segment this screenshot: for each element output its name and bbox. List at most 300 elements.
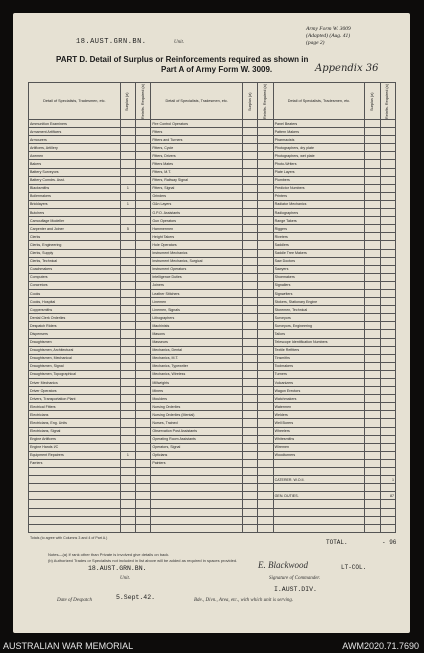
surplus-value	[243, 257, 258, 265]
required-value	[258, 233, 273, 241]
specialist-name: Mechanics, M.T.	[151, 354, 243, 362]
required-value	[136, 443, 151, 451]
specialist-name: Axemen	[29, 152, 121, 160]
required-value	[136, 411, 151, 419]
required-value	[258, 176, 273, 184]
required-value	[136, 322, 151, 330]
specialist-name: Range Takers	[273, 217, 365, 225]
surplus-value	[120, 403, 135, 411]
surplus-value	[243, 192, 258, 200]
specialist-name: Hole Operators	[151, 241, 243, 249]
specialist-name: Draughtsmen, Mechanical	[29, 354, 121, 362]
surplus-value	[365, 387, 380, 395]
required-value	[136, 387, 151, 395]
total-value: - 96	[382, 539, 397, 546]
form-reference	[306, 26, 351, 47]
specialist-name: Radiator Mechanics	[273, 200, 365, 208]
required-value	[136, 346, 151, 354]
specialist-name: Operating Room Assistants	[151, 435, 243, 443]
surplus-value	[243, 379, 258, 387]
required-value	[258, 362, 273, 370]
specialist-name: Opticians	[151, 451, 243, 459]
blank-cell	[258, 468, 273, 476]
table-row	[29, 168, 396, 176]
blank-cell	[151, 524, 243, 532]
surplus-value	[243, 354, 258, 362]
blank-cell	[273, 524, 365, 532]
surplus-value	[365, 128, 380, 136]
blank-cell	[243, 516, 258, 524]
specialist-name: Lithographers	[151, 314, 243, 322]
table-row	[29, 136, 396, 144]
required-value	[258, 217, 273, 225]
blank-cell	[29, 524, 121, 532]
table-row	[29, 176, 396, 184]
surplus-value	[365, 395, 380, 403]
required-value	[136, 354, 151, 362]
surplus-value	[365, 217, 380, 225]
required-value	[258, 168, 273, 176]
surplus-value	[365, 289, 380, 297]
specialist-name: Engine Hands I/C	[29, 443, 121, 451]
required-value	[380, 411, 395, 419]
specialist-name: Millwrights	[151, 379, 243, 387]
specialist-name: Fitters, Cycle	[151, 144, 243, 152]
specialist-name: Drivers, Transportation Plant	[29, 395, 121, 403]
specialist-name: Fitters Mates	[151, 160, 243, 168]
surplus-value	[365, 411, 380, 419]
surplus-value	[365, 306, 380, 314]
surplus-value	[243, 249, 258, 257]
surplus-value	[243, 427, 258, 435]
surplus-value	[365, 233, 380, 241]
required-value	[136, 136, 151, 144]
notes	[48, 552, 237, 564]
surplus-value	[120, 144, 135, 152]
table-row	[29, 484, 396, 492]
required-value	[258, 338, 273, 346]
surplus-value	[243, 338, 258, 346]
required-value	[136, 379, 151, 387]
required-value	[380, 306, 395, 314]
surplus-value	[365, 379, 380, 387]
required-value	[136, 128, 151, 136]
specialist-name: Riggers	[273, 225, 365, 233]
specialist-name: Instrument Operators	[151, 265, 243, 273]
required-value	[380, 192, 395, 200]
specialist-name: Toolmakers	[273, 362, 365, 370]
specialist-name: Wagon Erectors	[273, 387, 365, 395]
required-value	[258, 144, 273, 152]
blank-cell	[120, 484, 135, 492]
surplus-value	[243, 362, 258, 370]
required-value	[258, 419, 273, 427]
col-header-required: Reinfts. Required (a)	[136, 83, 151, 120]
required-value	[380, 184, 395, 192]
required-value	[380, 217, 395, 225]
specialist-name: Clerks, Technical	[29, 257, 121, 265]
specialist-name: Clerks, Engineering	[29, 241, 121, 249]
blank-cell	[151, 508, 243, 516]
blank-cell	[136, 476, 151, 484]
blank-cell	[380, 524, 395, 532]
surplus-value	[365, 427, 380, 435]
specialist-name: Surveyors	[273, 314, 365, 322]
surplus-value	[120, 443, 135, 451]
specialist-name: Hammermen	[151, 225, 243, 233]
table-row	[29, 249, 396, 257]
blank-cell	[365, 492, 380, 500]
required-value	[380, 257, 395, 265]
specialist-name: Tinsmiths	[273, 354, 365, 362]
specialist-name: Signallers	[273, 281, 365, 289]
blank-cell	[151, 468, 243, 476]
blank-cell	[120, 468, 135, 476]
required-value	[136, 330, 151, 338]
blank-cell	[29, 484, 121, 492]
surplus-value	[120, 168, 135, 176]
specialist-name: Storemen, Technical	[273, 306, 365, 314]
required-value	[380, 338, 395, 346]
surplus-value	[120, 128, 135, 136]
specialist-name: Radiographers	[273, 209, 365, 217]
table-row	[29, 516, 396, 524]
specialist-name: Bakers	[29, 160, 121, 168]
required-value	[136, 306, 151, 314]
specialist-name: Engine Artificers	[29, 435, 121, 443]
blank-cell	[29, 508, 121, 516]
blank-cell	[243, 484, 258, 492]
specialist-name: Draughtsmen, Signal	[29, 362, 121, 370]
surplus-value	[365, 273, 380, 281]
blank-cell	[243, 508, 258, 516]
blank-cell	[151, 492, 243, 500]
required-value	[258, 387, 273, 395]
table-row	[29, 225, 396, 233]
specialist-name: Pattern Makers	[273, 128, 365, 136]
surplus-value	[120, 354, 135, 362]
form-ref-line: (page 2)	[306, 40, 325, 46]
required-value	[136, 200, 151, 208]
required-value	[258, 128, 273, 136]
footer-unit-label: Unit.	[120, 576, 131, 581]
required-value	[380, 273, 395, 281]
specialist-name: Joiners	[151, 281, 243, 289]
table-row	[29, 152, 396, 160]
required-value	[380, 435, 395, 443]
required-value	[258, 281, 273, 289]
specialist-name: Masons	[151, 330, 243, 338]
surplus-value	[243, 281, 258, 289]
surplus-value	[365, 338, 380, 346]
blank-cell	[243, 476, 258, 484]
surplus-value	[243, 136, 258, 144]
surplus-value	[365, 257, 380, 265]
specialist-name: Welders	[273, 411, 365, 419]
col-header-spec: Detail of Specialists, Tradesmen, etc.	[273, 83, 365, 120]
table-row	[29, 379, 396, 387]
surplus-value	[243, 443, 258, 451]
specialist-name: Saddlers	[273, 241, 365, 249]
surplus-value	[120, 257, 135, 265]
surplus-value	[243, 168, 258, 176]
specialist-name: Electrical Fitters	[29, 403, 121, 411]
surplus-value	[243, 120, 258, 128]
form-ref-line: (Adapted) (Aug. 41)	[306, 33, 351, 39]
specialist-name: Printers	[273, 192, 365, 200]
surplus-value	[243, 395, 258, 403]
required-value	[380, 281, 395, 289]
specialist-name: Electricians	[29, 411, 121, 419]
required-value	[380, 152, 395, 160]
required-value	[380, 362, 395, 370]
surplus-value	[120, 152, 135, 160]
required-value	[258, 379, 273, 387]
required-value	[380, 419, 395, 427]
required-value	[380, 209, 395, 217]
specialist-name: Wheelers	[273, 427, 365, 435]
surplus-value	[243, 144, 258, 152]
surplus-value	[120, 217, 135, 225]
specialist-name: Draughtsmen, Topographical	[29, 370, 121, 378]
required-value	[136, 257, 151, 265]
required-value	[136, 168, 151, 176]
surplus-value	[243, 435, 258, 443]
surplus-value	[243, 346, 258, 354]
specialist-name: Panel Beaters	[273, 120, 365, 128]
required-value	[380, 233, 395, 241]
blank-cell	[258, 476, 273, 484]
surplus-value	[365, 249, 380, 257]
surplus-value	[120, 346, 135, 354]
specialist-name: Operators, Signal	[151, 443, 243, 451]
specialist-name: Painters	[151, 459, 243, 467]
surplus-value	[243, 176, 258, 184]
blank-cell	[365, 508, 380, 516]
blank-cell	[258, 516, 273, 524]
table-row	[29, 306, 396, 314]
blank-cell	[120, 516, 135, 524]
surplus-value	[243, 273, 258, 281]
specialist-name: Leather Stitchers	[151, 289, 243, 297]
required-value	[380, 443, 395, 451]
blank-cell	[273, 500, 365, 508]
required-value	[258, 411, 273, 419]
surplus-value	[365, 176, 380, 184]
blank-cell	[29, 516, 121, 524]
table-row	[29, 443, 396, 451]
required-value	[136, 451, 151, 459]
specialist-name: Fitters	[151, 128, 243, 136]
specialist-name: Cooks, Hospital	[29, 298, 121, 306]
required-value	[380, 427, 395, 435]
col-header-surplus: Surplus (a)	[120, 83, 135, 120]
surplus-value: 1	[120, 200, 135, 208]
specialist-name: Masseurs	[151, 338, 243, 346]
blank-cell	[273, 468, 365, 476]
surplus-value	[243, 322, 258, 330]
required-value	[136, 395, 151, 403]
required-value	[380, 144, 395, 152]
surplus-value	[120, 459, 135, 467]
table-row	[29, 128, 396, 136]
required-value	[380, 354, 395, 362]
required-value	[258, 200, 273, 208]
total-label: TOTAL.	[326, 539, 348, 546]
surplus-value	[243, 160, 258, 168]
blank-cell	[273, 484, 365, 492]
required-value	[380, 346, 395, 354]
surplus-value	[243, 233, 258, 241]
specialist-name: Battery Comdrs. Asst.	[29, 176, 121, 184]
specialist-name: Butchers	[29, 209, 121, 217]
required-value	[380, 298, 395, 306]
surplus-value	[365, 120, 380, 128]
surplus-value	[120, 265, 135, 273]
required-value	[136, 241, 151, 249]
required-value	[380, 459, 395, 467]
surplus-value	[365, 200, 380, 208]
specialist-name: Predictor Numbers	[273, 184, 365, 192]
required-value	[136, 362, 151, 370]
required-value	[380, 370, 395, 378]
required-value	[380, 322, 395, 330]
blank-cell	[273, 508, 365, 516]
required-value	[136, 249, 151, 257]
surplus-value	[365, 443, 380, 451]
surplus-value	[243, 128, 258, 136]
required-value	[136, 298, 151, 306]
required-value	[258, 120, 273, 128]
blank-cell	[258, 500, 273, 508]
blank-cell	[136, 524, 151, 532]
surplus-value	[365, 184, 380, 192]
unit-label: Unit.	[174, 40, 185, 45]
specialist-name: Driver Mechanics	[29, 379, 121, 387]
specialist-name: Height Takers	[151, 233, 243, 241]
specialist-name: Photo-Writers	[273, 160, 365, 168]
surplus-value	[120, 273, 135, 281]
required-value	[258, 354, 273, 362]
surplus-value	[365, 298, 380, 306]
required-value	[380, 395, 395, 403]
table-row	[29, 281, 396, 289]
required-value	[136, 419, 151, 427]
surplus-value	[365, 346, 380, 354]
surplus-value	[365, 160, 380, 168]
blank-cell	[151, 516, 243, 524]
blank-cell	[243, 500, 258, 508]
required-value	[258, 160, 273, 168]
table-row	[29, 257, 396, 265]
required-value	[258, 249, 273, 257]
surplus-value	[120, 379, 135, 387]
surplus-value	[120, 192, 135, 200]
footer-unit: 18.AUST.GRN.BN.	[88, 565, 147, 572]
surplus-value	[243, 225, 258, 233]
specialist-name: Watermen	[273, 403, 365, 411]
specialist-name: Nurses, Trained	[151, 419, 243, 427]
surplus-value	[243, 298, 258, 306]
surplus-value	[365, 192, 380, 200]
caption-source: AUSTRALIAN WAR MEMORIAL	[3, 641, 134, 651]
specialist-name: Driver Operators	[29, 387, 121, 395]
surplus-value	[120, 241, 135, 249]
specialist-name: Plumbers	[273, 176, 365, 184]
blank-cell	[136, 468, 151, 476]
specialist-name: Sawyers	[273, 265, 365, 273]
specialist-name: Whitesmiths	[273, 435, 365, 443]
table-row	[29, 370, 396, 378]
required-value	[380, 403, 395, 411]
required-value	[380, 128, 395, 136]
surplus-value	[243, 419, 258, 427]
table-row	[29, 411, 396, 419]
table-row	[29, 330, 396, 338]
specialist-name: Moulders	[151, 395, 243, 403]
specialist-name: Draughtsmen	[29, 338, 121, 346]
blank-cell	[365, 476, 380, 484]
table-row	[29, 192, 396, 200]
surplus-value	[120, 176, 135, 184]
table-row	[29, 468, 396, 476]
required-value	[258, 443, 273, 451]
specialist-name: Riveters	[273, 233, 365, 241]
specialist-name: Fitters, Railway Signal	[151, 176, 243, 184]
required-value	[136, 152, 151, 160]
surplus-value	[120, 233, 135, 241]
surplus-value	[243, 306, 258, 314]
blank-cell	[120, 500, 135, 508]
unit-name: 18.AUST.GRN.BN.	[76, 38, 147, 46]
specialist-name: Linemen	[151, 298, 243, 306]
table-row	[29, 338, 396, 346]
specialist-name: Wiremen	[273, 443, 365, 451]
specialist-name: Despatch Riders	[29, 322, 121, 330]
surplus-value	[120, 387, 135, 395]
surplus-value	[365, 322, 380, 330]
required-value	[136, 176, 151, 184]
blank-cell	[151, 484, 243, 492]
specialist-name: Camouflage Modeller	[29, 217, 121, 225]
surplus-value	[120, 281, 135, 289]
surplus-value: 1	[120, 451, 135, 459]
required-value	[258, 314, 273, 322]
required-value	[380, 168, 395, 176]
surplus-value	[243, 289, 258, 297]
specialist-name: Coachmakers	[29, 265, 121, 273]
blank-cell	[151, 500, 243, 508]
specialist-name: Instrument Mechanics	[151, 249, 243, 257]
surplus-value	[243, 217, 258, 225]
specialist-name: Farriers	[29, 459, 121, 467]
required-value	[136, 192, 151, 200]
required-value	[258, 152, 273, 160]
surplus-value	[120, 338, 135, 346]
specialist-name: Clerks	[29, 233, 121, 241]
specialist-name: Miners	[151, 387, 243, 395]
commander-signature: E. Blackwood	[258, 560, 308, 570]
required-value	[258, 322, 273, 330]
table-row	[29, 160, 396, 168]
required-value	[258, 330, 273, 338]
specialist-name: Armourers	[29, 136, 121, 144]
specialist-name: Coppersmiths	[29, 306, 121, 314]
required-value	[380, 241, 395, 249]
date-label: Date of Despatch	[57, 598, 92, 603]
surplus-value	[365, 459, 380, 467]
table-row	[29, 265, 396, 273]
